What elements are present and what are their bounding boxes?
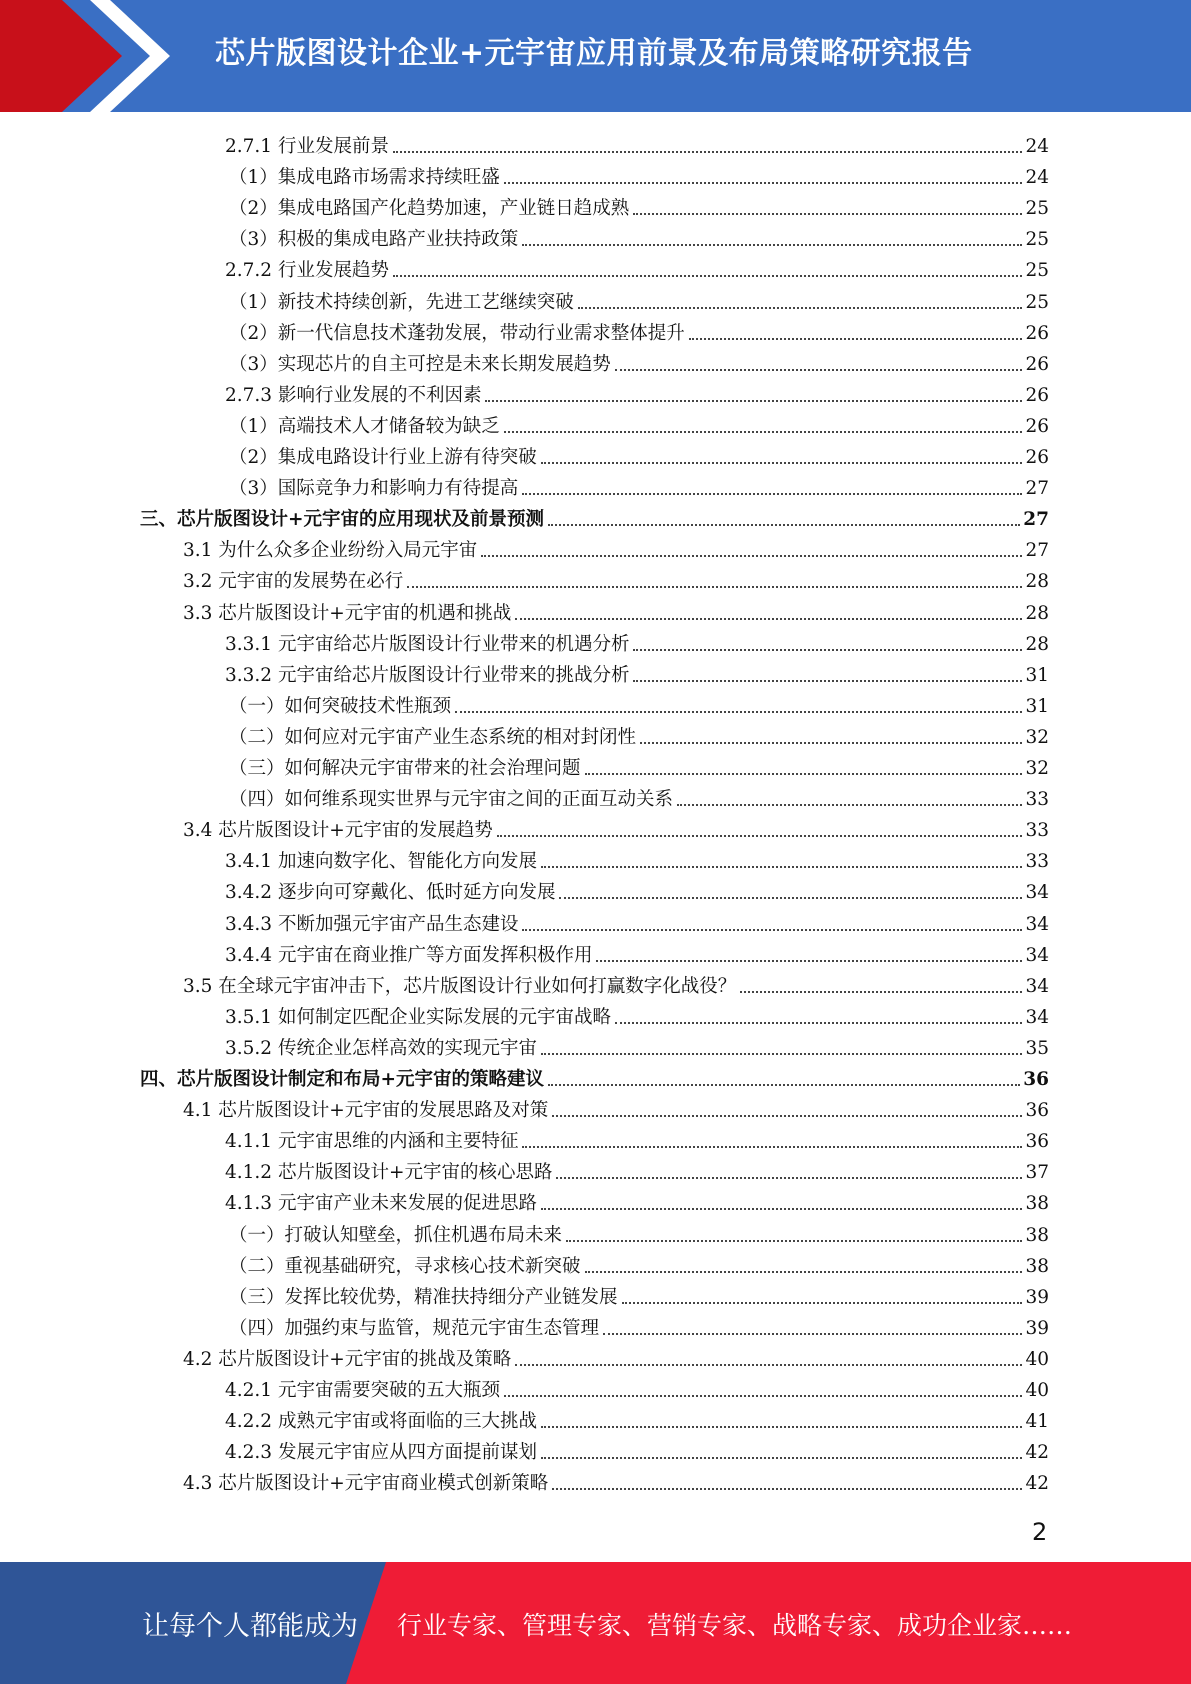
toc-entry[interactable]	[229, 1309, 1049, 1340]
page-header	[0, 0, 1191, 112]
toc-entry-title: 四、芯片版图设计制定和布局+元宇宙的策略建议	[140, 1069, 545, 1090]
toc-dot-leader	[522, 1146, 1022, 1148]
toc-entry-page: 28	[1025, 571, 1049, 593]
toc-entry-page: 36	[1025, 1100, 1049, 1122]
toc-dot-leader	[407, 586, 1022, 588]
toc-entry[interactable]	[229, 158, 1049, 189]
toc-entry[interactable]	[225, 376, 1049, 407]
toc-dot-leader	[578, 307, 1023, 309]
toc-entry-page: 42	[1025, 1442, 1049, 1464]
toc-dot-leader	[541, 462, 1023, 464]
toc-dot-leader	[740, 991, 1022, 993]
toc-entry-title: 4.1 芯片版图设计+元宇宙的发展思路及对策	[183, 1100, 549, 1122]
toc-entry[interactable]	[225, 625, 1049, 656]
toc-entry[interactable]	[225, 873, 1049, 904]
toc-entry-title: （四）如何维系现实世界与元宇宙之间的正面互动关系	[229, 789, 674, 811]
toc-entry-page: 35	[1025, 1037, 1049, 1059]
toc-entry-page: 36	[1023, 1069, 1049, 1090]
toc-entry-title: 3.4.2 逐步向可穿戴化、低时延方向发展	[225, 882, 556, 904]
toc-entry[interactable]	[183, 594, 1049, 625]
toc-entry-title: 3.5.1 如何制定匹配企业实际发展的元宇宙战略	[225, 1006, 611, 1028]
toc-entry[interactable]	[229, 314, 1049, 345]
toc-entry-title: （2）新一代信息技术蓬勃发展，带动行业需求整体提升	[229, 322, 685, 344]
toc-entry[interactable]	[225, 1153, 1049, 1184]
toc-entry-title: （四）加强约束与监管，规范元宇宙生态管理	[229, 1317, 600, 1339]
toc-entry-page: 27	[1023, 509, 1049, 531]
toc-entry[interactable]	[229, 687, 1049, 718]
toc-dot-leader	[640, 742, 1022, 744]
toc-dot-leader	[615, 369, 1023, 371]
toc-entry-title: 4.2.2 成熟元宇宙或将面临的三大挑战	[225, 1411, 537, 1433]
toc-entry-page: 36	[1025, 1131, 1049, 1153]
toc-entry[interactable]	[225, 656, 1049, 687]
toc-dot-leader	[585, 773, 1023, 775]
toc-entry-page: 34	[1025, 975, 1049, 997]
toc-entry[interactable]	[229, 1278, 1049, 1309]
toc-entry-title: （3）实现芯片的自主可控是未来长期发展趋势	[229, 353, 611, 375]
toc-entry-page: 31	[1025, 664, 1049, 686]
toc-entry-title: 3.3.1 元宇宙给芯片版图设计行业带来的机遇分析	[225, 633, 630, 655]
toc-dot-leader	[522, 493, 1022, 495]
toc-entry-title: （3）国际竞争力和影响力有待提高	[229, 478, 519, 500]
toc-entry[interactable]	[183, 562, 1049, 593]
toc-entry-title: 3.2 元宇宙的发展势在必行	[183, 571, 404, 593]
toc-entry-title: （一）打破认知壁垒，抓住机遇布局未来	[229, 1224, 563, 1246]
toc-entry-title: 4.2.1 元宇宙需要突破的五大瓶颈	[225, 1380, 500, 1401]
toc-dot-leader	[596, 960, 1022, 962]
toc-entry-page: 31	[1025, 695, 1049, 717]
toc-entry-title: 3.4.3 不断加强元宇宙产品生态建设	[225, 913, 519, 935]
toc-entry[interactable]	[225, 1122, 1049, 1153]
toc-entry[interactable]	[225, 842, 1049, 873]
toc-entry-page: 27	[1025, 540, 1049, 562]
toc-dot-leader	[552, 1488, 1022, 1490]
toc-entry-title: 4.1.3 元宇宙产业未来发展的促进思路	[225, 1193, 537, 1215]
toc-dot-leader	[515, 618, 1022, 620]
toc-entry-page: 34	[1025, 944, 1049, 966]
toc-entry-title: 3.4.1 加速向数字化、智能化方向发展	[225, 851, 537, 873]
toc-dot-leader	[566, 1240, 1022, 1242]
toc-entry-title: （2）集成电路国产化趋势加速，产业链日趋成熟	[229, 198, 630, 220]
toc-entry[interactable]	[225, 998, 1049, 1029]
toc-entry[interactable]	[225, 1433, 1049, 1464]
toc-entry[interactable]	[183, 1091, 1049, 1122]
toc-entry-page: 32	[1025, 726, 1049, 748]
toc-dot-leader	[541, 1426, 1022, 1428]
toc-entry[interactable]	[229, 780, 1049, 811]
toc-entry[interactable]	[225, 1371, 1049, 1402]
toc-dot-leader	[559, 897, 1022, 899]
toc-entry-page: 40	[1025, 1380, 1049, 1401]
toc-dot-leader	[548, 1084, 1020, 1086]
toc-entry-page: 42	[1025, 1473, 1049, 1495]
toc-entry-page: 38	[1025, 1224, 1049, 1246]
toc-dot-leader	[455, 711, 1022, 713]
toc-entry-page: 39	[1025, 1286, 1049, 1308]
page-footer	[0, 1562, 1191, 1684]
toc-entry-page: 40	[1025, 1348, 1049, 1370]
toc-entry[interactable]	[183, 1340, 1049, 1371]
toc-dot-leader	[615, 1022, 1022, 1024]
toc-dot-leader	[633, 649, 1022, 651]
page-number: 2	[1032, 1518, 1048, 1546]
toc-dot-leader	[541, 1208, 1022, 1210]
toc-entry[interactable]	[229, 283, 1049, 314]
toc-entry-title: （1）集成电路市场需求持续旺盛	[229, 167, 500, 189]
toc-entry-page: 26	[1025, 322, 1049, 344]
toc-entry-title: （2）集成电路设计行业上游有待突破	[229, 447, 537, 468]
toc-entry[interactable]	[225, 936, 1049, 967]
toc-entry-page: 34	[1025, 1006, 1049, 1028]
toc-dot-leader	[485, 400, 1022, 402]
toc-entry-page: 24	[1025, 136, 1049, 157]
toc-dot-leader	[548, 524, 1020, 526]
toc-entry-title: 2.7.1 行业发展前景	[225, 136, 389, 157]
toc-entry-page: 27	[1025, 478, 1049, 500]
toc-entry[interactable]	[229, 1216, 1049, 1247]
toc-entry-title: 3.5 在全球元宇宙冲击下，芯片版图设计行业如何打赢数字化战役？	[183, 975, 737, 997]
toc-entry-page: 37	[1025, 1162, 1049, 1184]
toc-entry-page: 28	[1025, 633, 1049, 655]
toc-entry-title: 4.3 芯片版图设计+元宇宙商业模式创新策略	[183, 1473, 549, 1495]
toc-entry-page: 39	[1025, 1317, 1049, 1339]
toc-dot-leader	[689, 338, 1023, 340]
toc-entry[interactable]	[183, 967, 1049, 998]
toc-entry[interactable]	[229, 438, 1049, 469]
toc-entry-page: 33	[1025, 789, 1049, 811]
toc-entry-title: 3.4 芯片版图设计+元宇宙的发展趋势	[183, 820, 493, 842]
toc-entry-page: 32	[1025, 758, 1049, 779]
toc-entry-title: 4.2.3 发展元宇宙应从四方面提前谋划	[225, 1442, 537, 1464]
toc-dot-leader	[497, 835, 1023, 837]
toc-dot-leader	[556, 1177, 1022, 1179]
toc-entry-title: 4.1.1 元宇宙思维的内涵和主要特征	[225, 1131, 519, 1153]
toc-entry-page: 34	[1025, 882, 1049, 904]
toc-dot-leader	[522, 244, 1022, 246]
toc-entry[interactable]	[225, 1402, 1049, 1433]
toc-entry[interactable]	[229, 407, 1049, 438]
toc-entry[interactable]	[140, 500, 1049, 531]
toc-entry[interactable]	[229, 345, 1049, 376]
toc-entry[interactable]	[229, 749, 1049, 780]
toc-entry[interactable]	[229, 718, 1049, 749]
toc-entry-page: 38	[1025, 1193, 1049, 1215]
toc-entry-title: 3.5.2 传统企业怎样高效的实现元宇宙	[225, 1037, 537, 1059]
toc-entry-page: 33	[1025, 851, 1049, 873]
toc-entry[interactable]	[140, 1060, 1049, 1091]
toc-entry-title: 4.1.2 芯片版图设计+元宇宙的核心思路	[225, 1162, 553, 1184]
toc-dot-leader	[622, 1302, 1023, 1304]
toc-dot-leader	[393, 275, 1022, 277]
toc-entry[interactable]	[229, 220, 1049, 251]
toc-entry[interactable]	[225, 127, 1049, 158]
toc-dot-leader	[393, 151, 1022, 153]
toc-entry[interactable]	[229, 189, 1049, 220]
toc-dot-leader	[541, 1053, 1022, 1055]
toc-entry[interactable]	[183, 811, 1049, 842]
toc-entry-page: 24	[1025, 167, 1049, 189]
toc-dot-leader	[603, 1333, 1022, 1335]
toc-dot-leader	[504, 182, 1023, 184]
toc-entry[interactable]	[183, 1464, 1049, 1495]
toc-dot-leader	[504, 1395, 1022, 1397]
toc-dot-leader	[677, 804, 1022, 806]
toc-dot-leader	[541, 1457, 1022, 1459]
toc-entry-title: （1）高端技术人才储备较为缺乏	[229, 415, 500, 437]
toc-entry-title: （一）如何突破技术性瓶颈	[229, 695, 452, 717]
toc-entry-title: 4.2 芯片版图设计+元宇宙的挑战及策略	[183, 1348, 512, 1370]
toc-entry-title: （3）积极的集成电路产业扶持政策	[229, 229, 519, 251]
toc-entry-page: 25	[1025, 198, 1049, 220]
toc-dot-leader	[633, 213, 1022, 215]
toc-entry[interactable]	[229, 469, 1049, 500]
toc-dot-leader	[515, 1364, 1022, 1366]
toc-entry[interactable]	[225, 251, 1049, 282]
footer-expert-list: 行业专家、管理专家、营销专家、战略专家、成功企业家……	[397, 1611, 1073, 1640]
toc-entry-title: （二）重视基础研究，寻求核心技术新突破	[229, 1255, 581, 1277]
toc-entry-page: 26	[1025, 447, 1049, 468]
toc-entry-title: （三）发挥比较优势，精准扶持细分产业链发展	[229, 1286, 618, 1308]
toc-entry[interactable]	[225, 1184, 1049, 1215]
toc-dot-leader	[481, 555, 1022, 557]
toc-entry-title: （二）如何应对元宇宙产业生态系统的相对封闭性	[229, 726, 637, 748]
toc-entry-page: 33	[1025, 820, 1049, 842]
toc-entry-title: （三）如何解决元宇宙带来的社会治理问题	[229, 758, 581, 779]
toc-dot-leader	[552, 1115, 1022, 1117]
toc-entry-page: 25	[1025, 291, 1049, 313]
toc-entry-title: 2.7.2 行业发展趋势	[225, 260, 389, 282]
toc-dot-leader	[585, 1271, 1023, 1273]
toc-entry-page: 26	[1025, 353, 1049, 375]
toc-entry-page: 26	[1025, 415, 1049, 437]
toc-entry-title: 三、芯片版图设计+元宇宙的应用现状及前景预测	[140, 509, 545, 531]
footer-slogan: 让每个人都能成为	[142, 1611, 358, 1642]
toc-entry-title: 3.4.4 元宇宙在商业推广等方面发挥积极作用	[225, 944, 593, 966]
toc-entry-title: 3.3 芯片版图设计+元宇宙的机遇和挑战	[183, 602, 512, 624]
report-title: 芯片版图设计企业+元宇宙应用前景及布局策略研究报告	[215, 36, 973, 71]
toc-entry[interactable]	[183, 531, 1049, 562]
toc-entry-page: 25	[1025, 260, 1049, 282]
toc-entry[interactable]	[229, 1247, 1049, 1278]
toc-entry[interactable]	[225, 905, 1049, 936]
toc-dot-leader	[541, 866, 1022, 868]
toc-dot-leader	[633, 680, 1022, 682]
toc-entry-page: 38	[1025, 1255, 1049, 1277]
toc-entry-title: 3.3.2 元宇宙给芯片版图设计行业带来的挑战分析	[225, 664, 630, 686]
toc-entry-page: 41	[1025, 1411, 1049, 1433]
toc-entry-title: 2.7.3 影响行业发展的不利因素	[225, 384, 482, 406]
toc-entry-page: 26	[1025, 384, 1049, 406]
toc-dot-leader	[522, 929, 1022, 931]
toc-dot-leader	[504, 431, 1023, 433]
toc-entry-page: 34	[1025, 913, 1049, 935]
toc-entry-title: （1）新技术持续创新，先进工艺继续突破	[229, 291, 574, 313]
toc-entry-title: 3.1 为什么众多企业纷纷入局元宇宙	[183, 540, 478, 562]
toc-entry[interactable]	[225, 1029, 1049, 1060]
toc-entry-page: 28	[1025, 602, 1049, 624]
toc-entry-page: 25	[1025, 229, 1049, 251]
